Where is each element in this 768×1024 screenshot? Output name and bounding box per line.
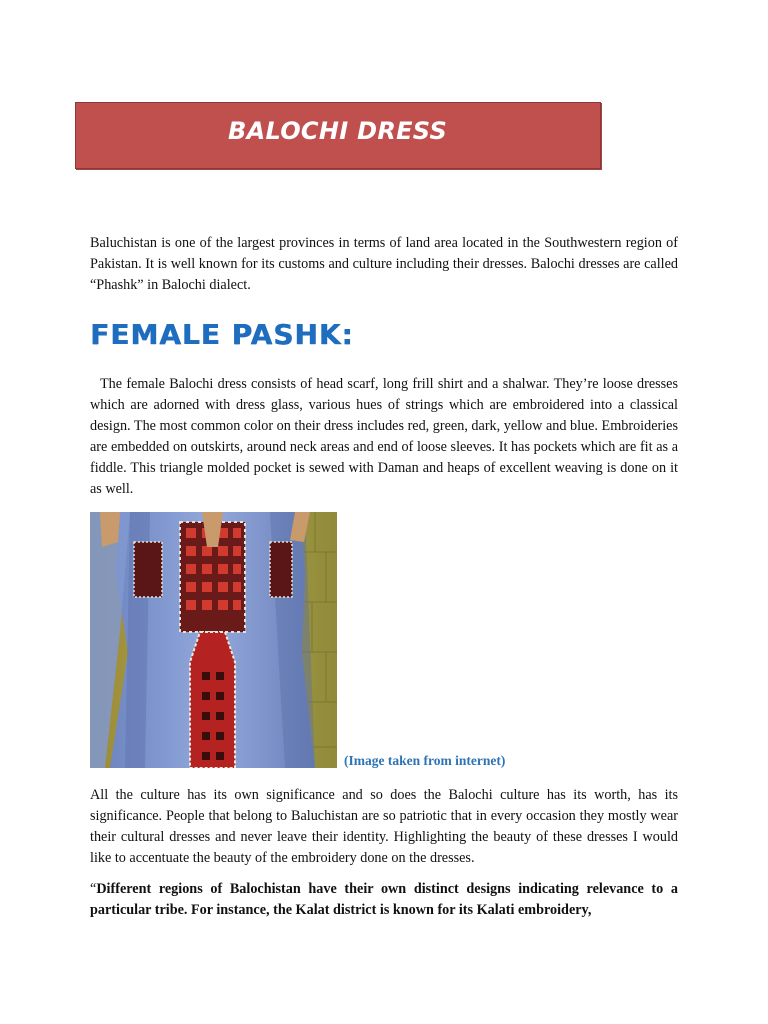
section-heading: FEMALE PASHK: [90, 318, 354, 351]
page-title: BALOCHI DRESS [228, 117, 448, 145]
intro-paragraph: Baluchistan is one of the largest provinces in terms of land area located in the Southwestern region of Pakistan. It is well known for its customs and culture including their dresses. Balochi dresses are called “Phashk” in Balochi dialect. [90, 235, 678, 293]
quote-paragraph [90, 879, 678, 921]
female-dress-paragraph: The female Balochi dress consists of head scarf, long frill shirt and a shalwar. They’re loose dresses which are adorned with dress glass, various hues of strings which are embroidered into a classical design. The most common color on their dress includes red, green, dark, yellow and blue. Embroideries are embedded on outskirts, around neck areas and end of loose sleeves. It has pockets which are fit as a fiddle. This triangle molded pocket is sewed with Daman and heaps of excellent weaving is done on it as well. [90, 376, 678, 497]
balochi-dress-photo [90, 512, 337, 768]
dress-illustration [90, 512, 337, 768]
culture-paragraph: All the culture has its own significance and so does the Balochi culture has its worth, has its significance. People that belong to Baluchistan are so patriotic that in every occasion they mostly wear their cultural dresses and never leave their identity. Highlighting the beauty of these dresses I would like to accentuate the beauty of the embroidery done on the dresses. [90, 787, 678, 866]
quote-mark: “ [90, 881, 97, 897]
quote-text: Different regions of Balochistan have their own distinct designs indicating relevance to a particular tribe. For instance, the Kalat district is known for its Kalati embroidery, [90, 881, 678, 918]
image-caption: (Image taken from internet) [344, 753, 506, 768]
title-banner [75, 102, 601, 169]
